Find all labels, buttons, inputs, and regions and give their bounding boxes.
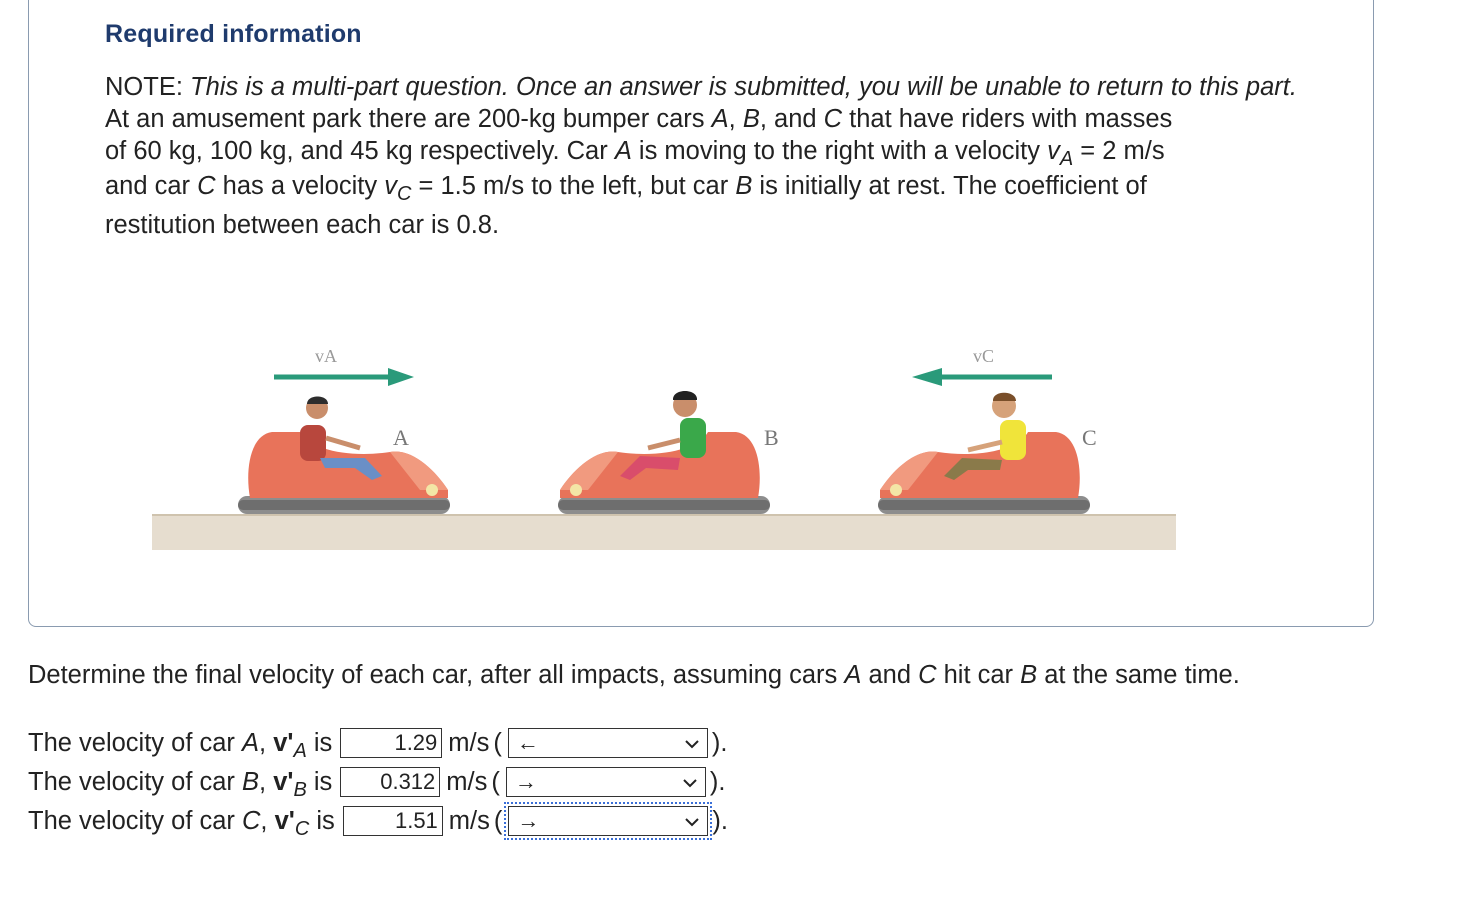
velocity-c-input[interactable]: 1.51 bbox=[343, 806, 443, 836]
label-vc: vC bbox=[973, 346, 995, 366]
answer-row-c: The velocity of car C, $v'_C$ is 1.51 m/s ( → ). bbox=[28, 806, 728, 840]
chevron-down-icon bbox=[683, 735, 701, 753]
ground bbox=[152, 515, 1176, 550]
direction-a-select[interactable] bbox=[508, 728, 708, 758]
question-prompt: Determine the final velocity of each car, after all impacts, assuming cars A and C hit car B at the same time. bbox=[28, 661, 1240, 689]
note-text: NOTE: This is a multi-part question. Once an answer is submitted, you will be unable to return to this part. bbox=[105, 73, 1297, 101]
answer-row-b: The velocity of car B, $v'_B$ is 0.312 m/s ( → ). bbox=[28, 767, 726, 801]
velocity-a-input[interactable]: 1.29 bbox=[340, 728, 442, 758]
label-va: vA bbox=[315, 346, 337, 366]
direction-c-value: → bbox=[517, 808, 540, 833]
car-c bbox=[878, 393, 1090, 514]
label-car-b: B bbox=[764, 425, 779, 450]
answer-label-b: The velocity of car B, $v'_B$ is bbox=[28, 767, 333, 801]
velocity-arrow-c bbox=[912, 368, 1052, 386]
answer-label-a: The velocity of car A, $v'_A$ is bbox=[28, 728, 333, 762]
direction-a-value: ← bbox=[516, 730, 539, 755]
required-info-title: Required information bbox=[105, 20, 362, 48]
problem-line-2: of 60 kg, 100 kg, and 45 kg respectively. Car A is moving to the right with a velocity $v_A = 2$ m/s bbox=[105, 137, 1165, 170]
label-car-c: C bbox=[1082, 425, 1097, 450]
problem-line-3: and car C has a velocity $v_C = 1.5$ m/s to the left, but car B is initially at rest. The coefficient of bbox=[105, 172, 1147, 205]
direction-b-value: → bbox=[514, 769, 537, 794]
problem-statement bbox=[105, 71, 1305, 245]
chevron-down-icon bbox=[683, 813, 701, 831]
answer-row-a: The velocity of car A, $v'_A$ is 1.29 m/s ( ← ). bbox=[28, 728, 728, 762]
problem-line-4: restitution between each car is 0.8. bbox=[105, 211, 500, 239]
chevron-down-icon bbox=[681, 774, 699, 792]
bumper-cars-figure bbox=[150, 330, 1180, 555]
unit-a: m/s bbox=[448, 728, 490, 757]
car-a bbox=[238, 397, 450, 515]
velocity-arrow-a bbox=[274, 368, 414, 386]
problem-line-1: At an amusement park there are 200-kg bumper cars A, B, and C that have riders with masses bbox=[105, 105, 1173, 133]
direction-c-select[interactable] bbox=[508, 806, 708, 836]
bumper-cars-illustration bbox=[150, 330, 1180, 555]
direction-b-select[interactable] bbox=[506, 767, 706, 797]
unit-c: m/s bbox=[448, 806, 490, 835]
velocity-b-input[interactable]: 0.312 bbox=[340, 767, 440, 797]
answer-label-c: The velocity of car C, $v'_C$ is bbox=[28, 806, 335, 840]
car-b bbox=[558, 391, 770, 514]
unit-b: m/s bbox=[446, 767, 488, 796]
label-car-a: A bbox=[393, 425, 409, 450]
